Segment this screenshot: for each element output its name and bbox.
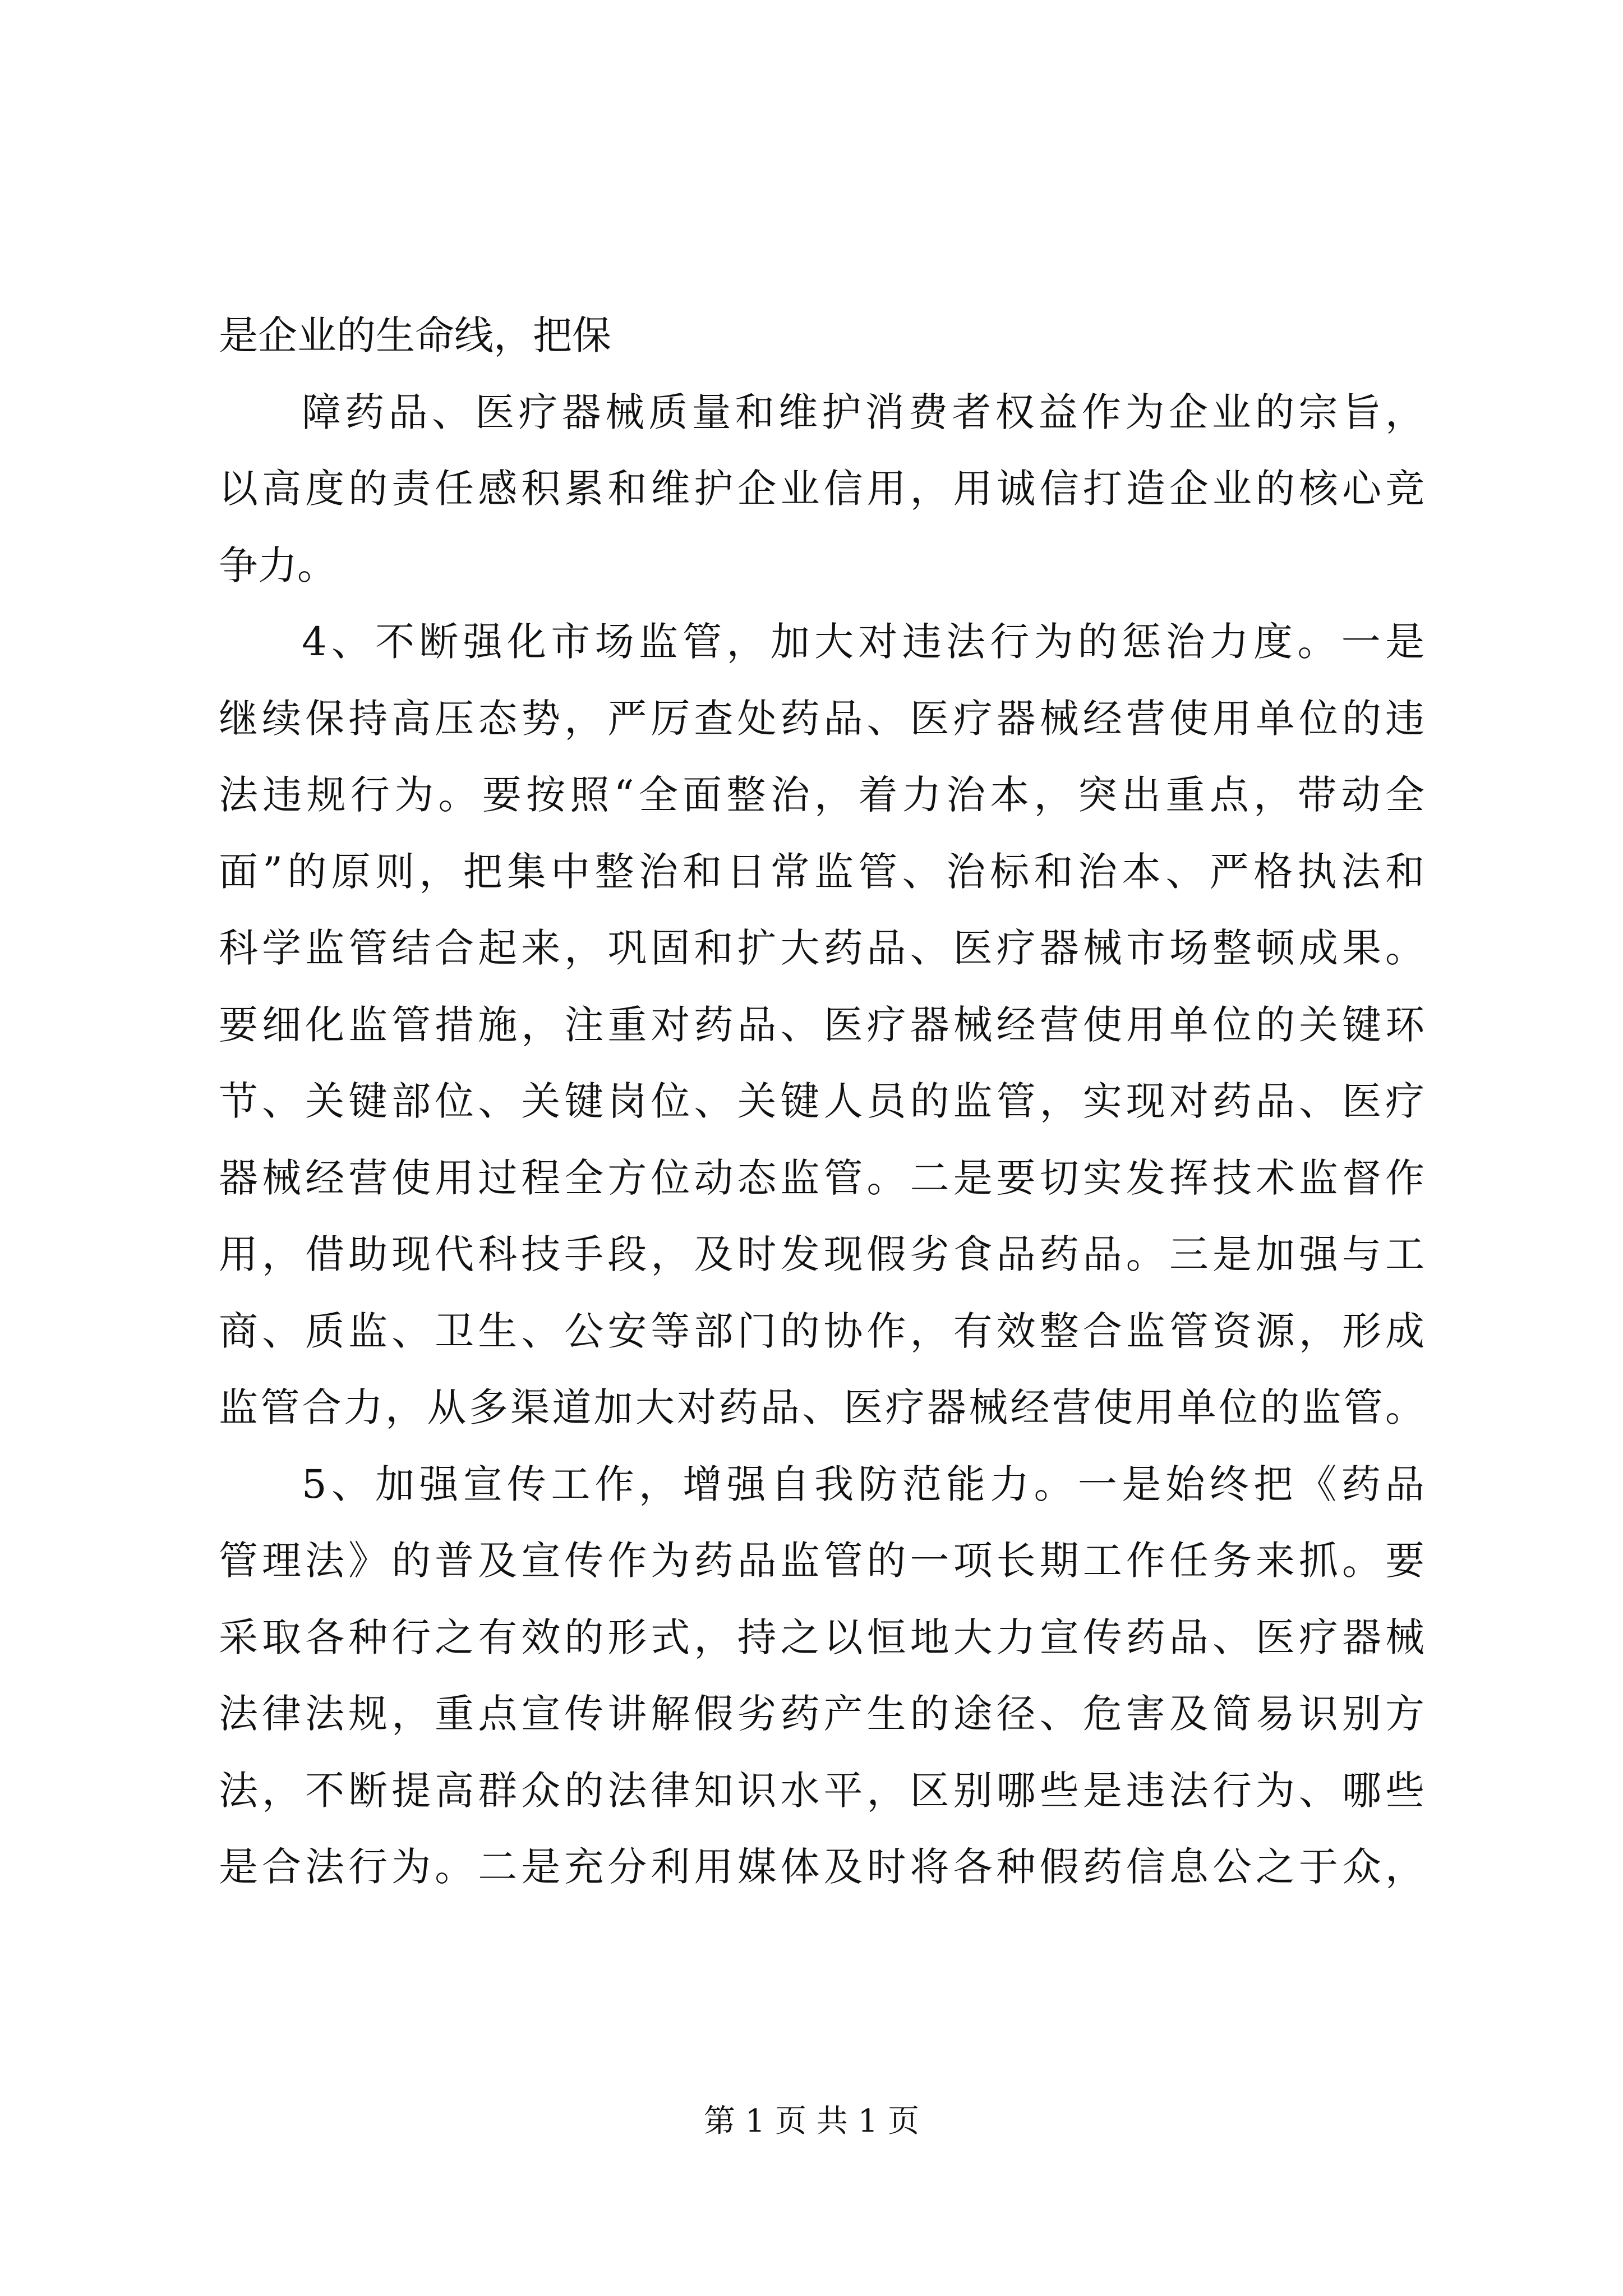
text-line: 5、加强宣传工作，增强自我防范能力。一是始终把《药品: [302, 1461, 1424, 1507]
text-line: 管理法》的普及宣传作为药品监管的一项长期工作任务来抓。要: [219, 1538, 1424, 1584]
text-line: 障药品、医疗器械质量和维护消费者权益作为企业的宗旨，: [302, 389, 1424, 435]
text-line: 以高度的责任感积累和维护企业信用，用诚信打造企业的核心竞: [219, 466, 1424, 512]
text-line: 继续保持高压态势，严厉查处药品、医疗器械经营使用单位的违: [219, 695, 1424, 742]
body-text: [219, 297, 1424, 1906]
text-line: 商、质监、卫生、公安等部门的协作，有效整合监管资源，形成: [219, 1308, 1424, 1354]
text-line: 要细化监管措施，注重对药品、医疗器械经营使用单位的关键环: [219, 1001, 1424, 1048]
text-line: 法违规行为。要按照“全面整治，着力治本，突出重点，带动全: [219, 772, 1424, 818]
text-line: 面”的原则，把集中整治和日常监管、治标和治本、严格执法和: [219, 848, 1424, 895]
text-line: 科学监管结合起来，巩固和扩大药品、医疗器械市场整顿成果。: [219, 925, 1424, 971]
text-line: 用，借助现代科技手段，及时发现假劣食品药品。三是加强与工: [219, 1231, 1424, 1277]
text-line: 法，不断提高群众的法律知识水平，区别哪些是违法行为、哪些: [219, 1767, 1424, 1814]
text-line: 器械经营使用过程全方位动态监管。二是要切实发挥技术监督作: [219, 1154, 1424, 1201]
text-line: 是企业的生命线，把保: [219, 312, 611, 358]
text-line: 节、关键部位、关键岗位、关键人员的监管，实现对药品、医疗: [219, 1078, 1424, 1124]
text-line: 4、不断强化市场监管，加大对违法行为的惩治力度。一是: [302, 619, 1424, 665]
text-line: 监管合力，从多渠道加大对药品、医疗器械经营使用单位的监管。: [219, 1384, 1424, 1430]
text-line: 是合法行为。二是充分利用媒体及时将各种假药信息公之于众，: [219, 1844, 1424, 1890]
page-footer: 第 1 页 共 1 页: [703, 2103, 920, 2139]
text-line: 法律法规，重点宣传讲解假劣药产生的途径、危害及简易识别方: [219, 1691, 1424, 1737]
text-line: 采取各种行之有效的形式，持之以恒地大力宣传药品、医疗器械: [219, 1614, 1424, 1660]
text-line: 争力。: [219, 542, 336, 588]
